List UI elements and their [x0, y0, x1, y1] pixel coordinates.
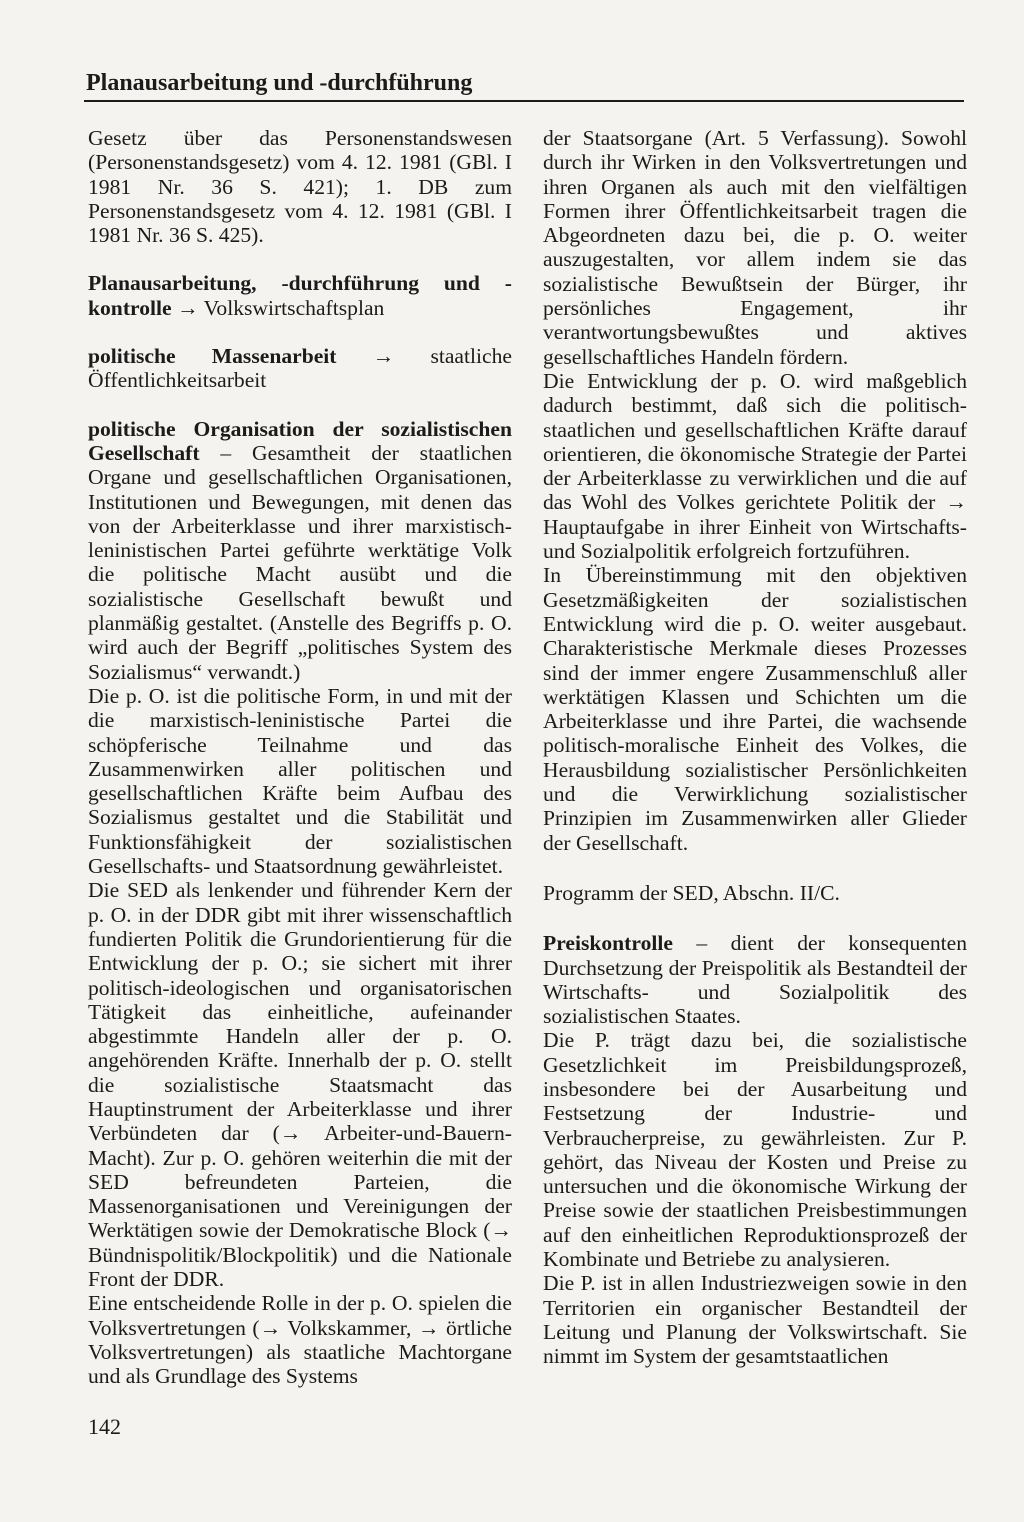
entry-definition: – dient der konsequenten Durchsetzung der Preispolitik als Bestandteil der Wirtschafts- und Sozialpolitik des sozialistischen Staates. — [543, 931, 967, 1029]
body-paragraph: Die Entwicklung der p. O. wird maßgeblich dadurch bestimmt, daß sich die politisch-staatlichen und gesellschaftlichen Kräfte darauf orientieren, die ökonomische Strategie der Partei der Arbeiterklasse zu verwirklichen und die auf das Wohl des Volkes gerichtete Politik der → Hauptaufgabe in ihrer Einheit von Wirtschafts- und Sozialpolitik erfolgreich fortzuführen. — [543, 368, 967, 564]
body-paragraph: Die P. ist in allen Industriezweigen sowie in den Territorien ein organischer Bestandteil der Leitung und Planung der Volkswirtschaft. Sie nimmt im System der gesamtstaatlichen — [543, 1271, 967, 1369]
running-head: Planausarbeitung und -durchführung — [86, 70, 473, 96]
entry-term: politische Organisation der sozialistischen Gesellschaft — [88, 416, 512, 465]
right-column — [543, 126, 967, 1369]
body-paragraph: Eine entscheidende Rolle in der p. O. spielen die Volksvertretungen (→ Volkskammer, → örtliche Volksvertretungen) als staatliche Machtorgane und als Grundlage des Systems — [88, 1291, 512, 1389]
header-rule — [84, 100, 964, 102]
page-number: 142 — [88, 1414, 121, 1439]
entry-planausarbeitung — [88, 271, 512, 320]
entry-definition: – Gesamtheit der staatlichen Organe und gesellschaftlichen Organisationen, Institutionen und Bewegungen, mit denen das von der Arbeiterklasse und ihrer marxistisch-leninistischen Partei geführte werktätige Volk die politische Macht ausübt und die sozialistische Gesellschaft bewußt und planmäßig gestaltet. (Anstelle des Begriffs p. O. wird auch der Begriff „politisches System des Sozialismus“ verwandt.) — [88, 440, 512, 684]
body-paragraph: In Übereinstimmung mit den objektiven Gesetzmäßigkeiten der sozialistischen Entwicklung wird die p. O. weiter ausgebaut. Charakteristische Merkmale dieses Prozesses sind der immer engere Zusammenschluß aller werktätigen Klassen und Schichten um die Arbeiterklasse und ihre Partei, die wachsende politisch-moralische Einheit des Volkes, die Herausbildung sozialistischer Persönlichkeiten und die Verwirklichung sozialistischer Prinzipien im Zusammenwirken aller Glieder der Gesellschaft. — [543, 563, 967, 855]
body-paragraph: Die SED als lenkender und führender Kern der p. O. in der DDR gibt mit ihrer wissenschaftlich fundierten Politik die Grundorientierung für die Entwicklung der p. O.; sie sichert mit ihrer politisch-ideologischen und organisatorischen Tätigkeit das einheitliche, aufeinander abgestimmte Handeln aller der p. O. angehörenden Kräfte. Innerhalb der p. O. stellt die sozialistische Staatsmacht das Hauptinstrument der Arbeiterklasse und ihrer Verbündeten dar (→ Arbeiter-und-Bauern-Macht). Zur p. O. gehören weiterhin die mit der SED befreundeten Parteien, die Massenorganisationen und Vereinigungen der Werktätigen sowie der Demokratische Block (→ Bündnispolitik/Blockpolitik) und die Nationale Front der DDR. — [88, 878, 512, 1292]
body-paragraph: der Staatsorgane (Art. 5 Verfassung). Sowohl durch ihr Wirken in den Volksvertretungen und ihren Organen als auch mit den vielfältigen Formen ihrer Öffentlichkeitsarbeit tragen die Abgeordneten dazu bei, die p. O. weiter auszugestalten, vor allem indem sie das sozialistische Bewußtsein der Bürger, ihr persönliches Engagement, ihr verantwortungsbewußtes und aktives gesellschaftliches Handeln fördern. — [543, 126, 967, 369]
entry-term: Planausarbeitung, -durchführung und -kontrolle — [88, 271, 512, 320]
entry-term: Preiskontrolle — [543, 931, 673, 956]
cross-reference: → Volkswirtschaftsplan — [171, 295, 385, 320]
entry-politische-massenarbeit — [88, 344, 512, 393]
entry-preiskontrolle — [543, 931, 967, 1028]
entry-politische-organisation — [88, 417, 512, 684]
left-column — [88, 126, 512, 1389]
cross-reference: → staatliche Öffentlichkeitsarbeit — [88, 344, 512, 393]
entry-term: politische Massenarbeit — [88, 344, 337, 369]
body-paragraph: Die P. trägt dazu bei, die sozialistische Gesetzlichkeit im Preisbildungsprozeß, insbesondere bei der Ausarbeitung und Festsetzung der Industrie- und Verbraucherpreise, zu gewährleisten. Zur P. gehört, das Niveau der Kosten und Preise zu untersuchen und die ökonomische Wirkung der Preise sowie der staatlichen Preisbestimmungen auf den einheitlichen Reproduktionsprozeß der Kombinate und Betriebe zu analysieren. — [543, 1028, 967, 1272]
body-paragraph: Die p. O. ist die politische Form, in und mit der die marxistisch-leninistische Partei die schöpferische Teilnahme und das Zusammenwirken aller politischen und gesellschaftlichen Kräfte beim Aufbau des Sozialismus gestaltet und die Stabilität und Funktionsfähigkeit der sozialistischen Gesellschafts- und Staatsordnung gewährleistet. — [88, 683, 512, 879]
citation-paragraph: Gesetz über das Personenstandswesen (Personenstandsgesetz) vom 4. 12. 1981 (GBl. I 1981 Nr. 36 S. 421); 1. DB zum Personenstandsgesetz vom 4. 12. 1981 (GBl. I 1981 Nr. 36 S. 425). — [88, 126, 512, 248]
source-reference: Programm der SED, Abschn. II/C. — [543, 880, 840, 905]
